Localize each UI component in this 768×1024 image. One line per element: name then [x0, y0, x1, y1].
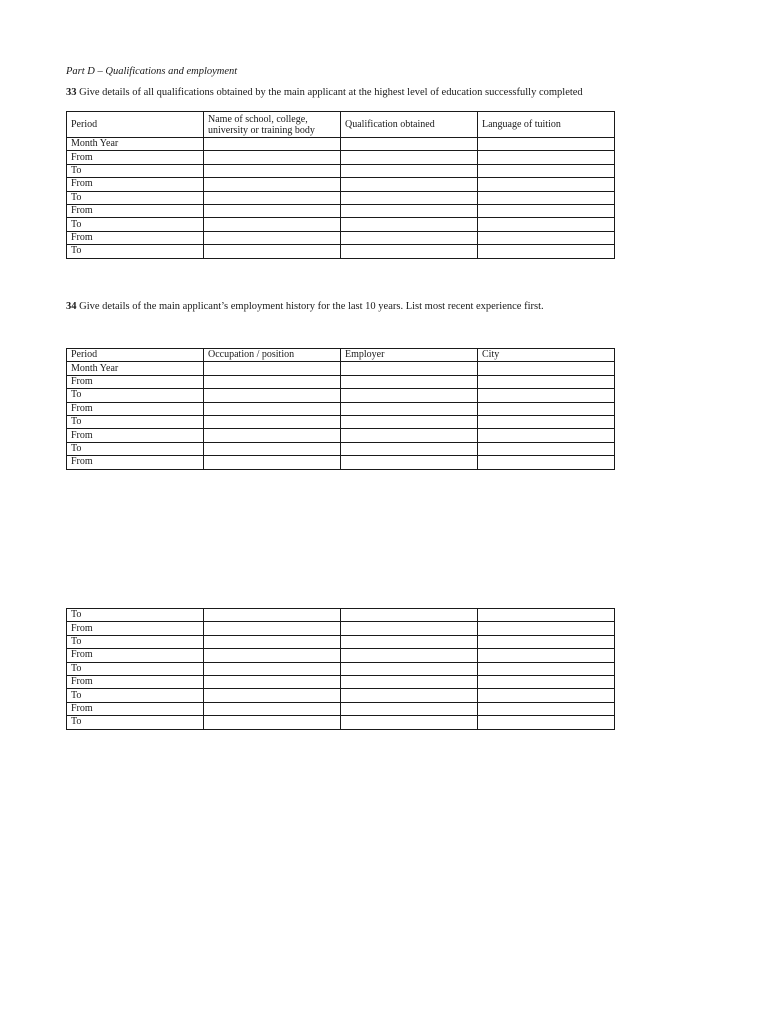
city-cell[interactable] [478, 689, 615, 702]
employer-cell[interactable] [341, 675, 478, 688]
table-row [67, 245, 615, 258]
city-cell[interactable] [478, 609, 615, 622]
school-cell[interactable] [204, 204, 341, 217]
header-period: Period [67, 349, 204, 362]
language-cell[interactable] [478, 164, 615, 177]
period-label: Month Year [67, 362, 204, 375]
qualification-cell[interactable] [341, 138, 478, 151]
table-row [67, 442, 615, 455]
employment-table-continued [66, 608, 615, 730]
period-label: To [67, 164, 204, 177]
employer-cell[interactable] [341, 362, 478, 375]
table-row [67, 622, 615, 635]
city-cell[interactable] [478, 389, 615, 402]
occupation-cell[interactable] [204, 622, 341, 635]
question-34-text: Give details of the main applicant’s employment history for the last 10 years. List most recent experience first. [79, 301, 544, 312]
occupation-cell[interactable] [204, 635, 341, 648]
table-row [67, 702, 615, 715]
table-row [67, 609, 615, 622]
occupation-cell[interactable] [204, 375, 341, 388]
occupation-cell[interactable] [204, 429, 341, 442]
period-label: From [67, 178, 204, 191]
city-cell[interactable] [478, 716, 615, 729]
period-label: From [67, 151, 204, 164]
period-label: From [67, 456, 204, 469]
period-label: To [67, 191, 204, 204]
table-row [67, 402, 615, 415]
table-row [67, 231, 615, 244]
table-row [67, 151, 615, 164]
employer-cell[interactable] [341, 609, 478, 622]
employer-cell[interactable] [341, 402, 478, 415]
city-cell[interactable] [478, 415, 615, 428]
city-cell[interactable] [478, 442, 615, 455]
table-header-row [67, 112, 615, 138]
table-row [67, 429, 615, 442]
occupation-cell[interactable] [204, 456, 341, 469]
period-label: From [67, 675, 204, 688]
period-label: To [67, 609, 204, 622]
period-label: To [67, 442, 204, 455]
employer-cell[interactable] [341, 442, 478, 455]
occupation-cell[interactable] [204, 362, 341, 375]
header-school-name: Name of school, college, university or training body [204, 112, 341, 138]
period-label: To [67, 635, 204, 648]
employer-cell[interactable] [341, 702, 478, 715]
period-label: From [67, 231, 204, 244]
occupation-cell[interactable] [204, 609, 341, 622]
table-row [67, 635, 615, 648]
table-row [67, 649, 615, 662]
city-cell[interactable] [478, 675, 615, 688]
employer-cell[interactable] [341, 389, 478, 402]
table-row [67, 191, 615, 204]
language-cell[interactable] [478, 231, 615, 244]
city-cell[interactable] [478, 649, 615, 662]
occupation-cell[interactable] [204, 415, 341, 428]
school-cell[interactable] [204, 191, 341, 204]
table-header-row [67, 349, 615, 362]
qualification-cell[interactable] [341, 164, 478, 177]
occupation-cell[interactable] [204, 702, 341, 715]
occupation-cell[interactable] [204, 442, 341, 455]
period-label: To [67, 218, 204, 231]
school-cell[interactable] [204, 231, 341, 244]
school-cell[interactable] [204, 151, 341, 164]
occupation-cell[interactable] [204, 389, 341, 402]
city-cell[interactable] [478, 362, 615, 375]
city-cell[interactable] [478, 702, 615, 715]
period-label: From [67, 402, 204, 415]
qualification-cell[interactable] [341, 191, 478, 204]
period-label: To [67, 389, 204, 402]
header-language: Language of tuition [478, 112, 615, 138]
qualification-cell[interactable] [341, 151, 478, 164]
question-33-text: Give details of all qualifications obtained by the main applicant at the highest level of education successfully completed [79, 87, 583, 98]
section-title: Part D – Qualifications and employment [66, 66, 238, 77]
occupation-cell[interactable] [204, 662, 341, 675]
qualifications-table [66, 111, 615, 259]
header-period: Period [67, 112, 204, 138]
language-cell[interactable] [478, 138, 615, 151]
language-cell[interactable] [478, 191, 615, 204]
period-label: Month Year [67, 138, 204, 151]
occupation-cell[interactable] [204, 402, 341, 415]
table-row [67, 415, 615, 428]
qualification-cell[interactable] [341, 231, 478, 244]
language-cell[interactable] [478, 178, 615, 191]
header-employer: Employer [341, 349, 478, 362]
city-cell[interactable] [478, 429, 615, 442]
period-label: From [67, 702, 204, 715]
employer-cell[interactable] [341, 415, 478, 428]
period-label: From [67, 622, 204, 635]
language-cell[interactable] [478, 204, 615, 217]
school-cell[interactable] [204, 245, 341, 258]
table-row [67, 164, 615, 177]
employer-cell[interactable] [341, 429, 478, 442]
period-label: To [67, 245, 204, 258]
employer-cell[interactable] [341, 689, 478, 702]
employer-cell[interactable] [341, 635, 478, 648]
occupation-cell[interactable] [204, 675, 341, 688]
occupation-cell[interactable] [204, 649, 341, 662]
table-row [67, 675, 615, 688]
city-cell[interactable] [478, 456, 615, 469]
header-occupation: Occupation / position [204, 349, 341, 362]
header-city: City [478, 349, 615, 362]
header-qualification: Qualification obtained [341, 112, 478, 138]
school-cell[interactable] [204, 178, 341, 191]
employer-cell[interactable] [341, 716, 478, 729]
period-label: From [67, 429, 204, 442]
occupation-cell[interactable] [204, 716, 341, 729]
question-34-number: 34 [66, 301, 77, 312]
question-34 [66, 301, 544, 312]
employer-cell[interactable] [341, 456, 478, 469]
table-row [67, 218, 615, 231]
question-33-number: 33 [66, 87, 77, 98]
school-cell[interactable] [204, 218, 341, 231]
qualification-cell[interactable] [341, 204, 478, 217]
qualification-cell[interactable] [341, 218, 478, 231]
employer-cell[interactable] [341, 662, 478, 675]
qualification-cell[interactable] [341, 178, 478, 191]
question-33 [66, 87, 583, 98]
employment-table [66, 348, 615, 470]
employer-cell[interactable] [341, 375, 478, 388]
language-cell[interactable] [478, 151, 615, 164]
city-cell[interactable] [478, 622, 615, 635]
employer-cell[interactable] [341, 622, 478, 635]
language-cell[interactable] [478, 245, 615, 258]
occupation-cell[interactable] [204, 689, 341, 702]
city-cell[interactable] [478, 662, 615, 675]
qualification-cell[interactable] [341, 245, 478, 258]
table-row [67, 689, 615, 702]
period-label: To [67, 689, 204, 702]
period-label: From [67, 375, 204, 388]
city-cell[interactable] [478, 635, 615, 648]
period-label: To [67, 716, 204, 729]
table-row [67, 662, 615, 675]
period-label: From [67, 649, 204, 662]
language-cell[interactable] [478, 218, 615, 231]
table-row [67, 389, 615, 402]
table-row [67, 204, 615, 217]
table-row [67, 456, 615, 469]
period-label: From [67, 204, 204, 217]
period-label: To [67, 662, 204, 675]
school-cell[interactable] [204, 164, 341, 177]
city-cell[interactable] [478, 375, 615, 388]
period-label: To [67, 415, 204, 428]
employer-cell[interactable] [341, 649, 478, 662]
table-row [67, 138, 615, 151]
table-row [67, 716, 615, 729]
table-row [67, 178, 615, 191]
table-row [67, 375, 615, 388]
city-cell[interactable] [478, 402, 615, 415]
school-cell[interactable] [204, 138, 341, 151]
table-row [67, 362, 615, 375]
